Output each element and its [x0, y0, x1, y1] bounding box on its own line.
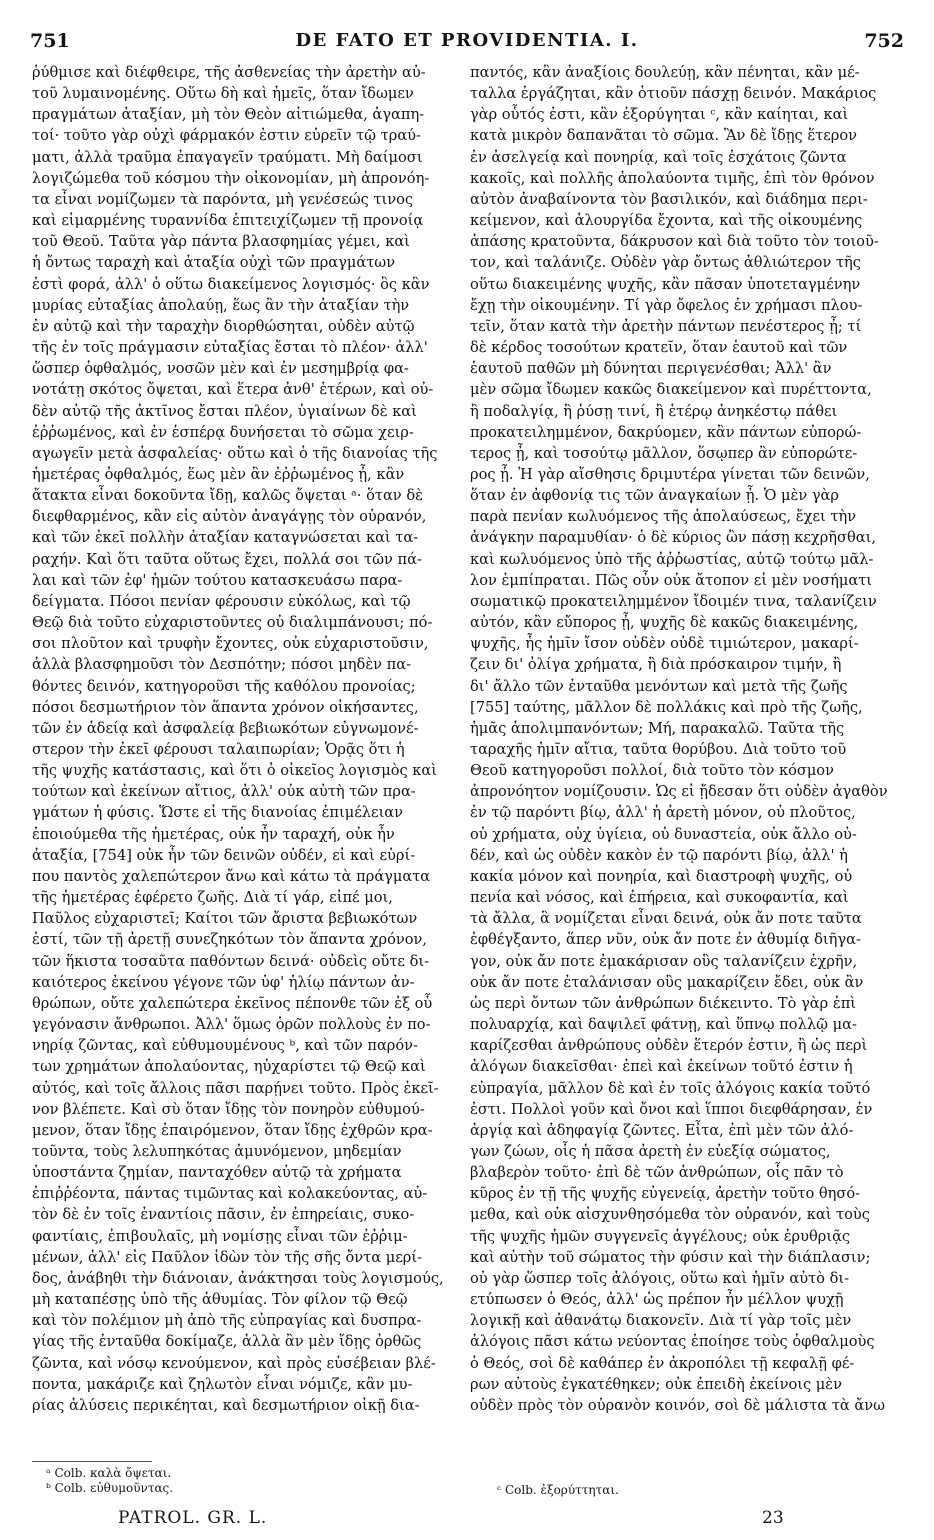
text-line: καρίζεσθαι ἀνθρώπους οὐδὲν ἕτερόν ἐστιν, ἢ ὡς περὶ	[470, 1037, 868, 1055]
text-line: ἀλόγοις πᾶσι κάτω νεύοντας ἐποίησε τοὺς ὀφθαλμοὺς	[470, 1333, 875, 1351]
text-line: ταλλα ἐργάζηται, κἂν ὁτιοῦν πάσχῃ δεινόν. Μακάριος	[470, 85, 877, 103]
text-line: καὶ τὸν πολέμιον μὴ ἀπὸ τῆς εὐπραγίας καὶ δυσπρα-	[32, 1312, 422, 1330]
text-line: ρίας ἁλύσεις περικέηται, καὶ δεσμωτήριον οἰκῇ δια-	[32, 1396, 420, 1414]
text-line: εὐπραγία, μᾶλλον δὲ καὶ ἐν τοῖς ἀλόγοις κακία τοῦτό	[470, 1079, 871, 1097]
text-line: γον, οὐκ ἄν ποτε ἐμακάρισαν οὓς ταλανίζειν ἐχρῆν,	[470, 952, 858, 970]
text-line: ἀνάγκην παραμυθίαν· ὁ δὲ κύριος ὢν πάσῃ κεχρῆσθαι,	[470, 529, 877, 547]
text-line: μὲν σῶμα ἴδωμεν κακῶς διακείμενον καὶ πυρέττοντα,	[470, 381, 872, 399]
text-line: τοῦ λυμαινομένης. Οὕτω δὴ καὶ ἡμεῖς, ὅταν ἴδωμεν	[32, 85, 414, 103]
text-line: τον, καὶ ταλάνιζε. Οὐδὲν γὰρ ὄντως ἀθλιώτερον τῆς	[470, 254, 861, 272]
text-line: ψυχῆς, ἧς ἡμῖν ἴσον οὐδὲν οὐδὲ τιμιώτερον, μακαρί-	[470, 635, 859, 653]
text-line: οὐκ ἄν ποτε ἐταλάνισαν οὓς μακαρίζειν ἔδει, οὐκ ἂν	[470, 973, 864, 991]
text-line: ἐῤῥωμένος, καὶ ἐν ἑσπέρᾳ δυνήσεται τὸ σῶμα χειρ-	[32, 423, 414, 441]
text-line: νοτάτῃ σκότος ὄψεται, καὶ ἕτερα ἀνθ' ἑτέρων, καὶ οὐ-	[32, 381, 434, 399]
text-line: καὶ τῶν ἐκεῖ πολλὴν ἀταξίαν καταγνώσεται καὶ τα-	[32, 529, 419, 547]
text-line: ὁ Θεός, σοὶ δὲ καθάπερ ἐν ἀκροπόλει τῇ κεφαλῇ φέ-	[470, 1354, 855, 1372]
text-line: τὸν δὲ ἐν τοῖς ἐναντίοις πᾶσιν, ἐν ἐπηρείαις, συκο-	[32, 1206, 415, 1224]
text-line: ὅταν ἐν ἀφθονίᾳ τις τῶν ἀναγκαίων ᾖ. Ὁ μὲν γὰρ	[470, 487, 839, 505]
text-line: αὐτός, καὶ τοῖς ἄλλοις πᾶσι παρῄνει τοῦτο. Πρὸς ἐκεῖ-	[32, 1079, 439, 1097]
page-number-left: 751	[30, 30, 70, 52]
text-line: τοῦ Θεοῦ. Ταῦτα γὰρ πάντα βλασφημίας γέμει, καὶ	[32, 233, 410, 251]
text-line: μενον, ὅταν ἴδῃς ἐπαιρόμενον, ὅταν ἴδῃς ἐχθρῶν κρα-	[32, 1121, 433, 1139]
text-line: τῆς ἐν τοῖς πράγμασιν εὐταξίας ἔσται τὸ πλέον· ἀλλ'	[32, 339, 428, 357]
signature-number: 23	[762, 1508, 784, 1528]
text-line: τερος ᾖ, καὶ τοσούτῳ μᾶλλον, ὅσῳπερ ἂν εὐπορώτε-	[470, 444, 858, 462]
text-line: αὐτόν, κἂν εὔπορος ᾖ, ψυχῆς δὲ κακῶς διακειμένης,	[470, 614, 859, 632]
text-line: κατὰ μικρὸν δαπανᾶται τὸ σῶμα. Ἂν δὲ ἴδῃς ἕτερον	[470, 127, 858, 145]
text-line: [755] ταύτης, μᾶλλον δὲ πολλάκις καὶ πρὸ τῆς ζωῆς,	[470, 698, 863, 716]
text-line: τῶν ἐν ἀδείᾳ καὶ ἀσφαλείᾳ βεβιωκότων εὐγνωμονέ-	[32, 719, 419, 737]
text-line: πολυαρχίᾳ, καὶ δαψιλεῖ φάτνῃ, καὶ ὕπνῳ πολλῷ μα-	[470, 1016, 857, 1034]
text-line: ἐστί, τῶν τῇ ἀρετῇ συνεζηκότων τὸν ἅπαντα χρόνον,	[32, 931, 428, 949]
text-line: κῦρος ἐν τῇ τῆς ψυχῆς εὐγενείᾳ, ἀρετὴν τοῦτο θησό-	[470, 1185, 861, 1203]
text-line: διεφθαρμένος, κἂν εἰς αὐτὸν ἀναγάγῃς τὸν οὐρανόν,	[32, 508, 427, 526]
text-line: μένων, ἀλλ' εἰς Παῦλον ἰδὼν τὸν τῆς σῆς ὄντα μερί-	[32, 1248, 423, 1266]
text-line: δος, ἀνάβηθι τὴν διάνοιαν, ἀνάκτησαι τοὺς λογισμούς,	[32, 1269, 444, 1287]
text-line: των χρημάτων ἀπολαύοντας, ηὐχαρίστει τῷ Θεῷ καὶ	[32, 1058, 426, 1076]
text-line: ὡς περὶ ὄντων τῶν ἀνθρώπων διέκειντο. Τὸ γὰρ ἐπὶ	[470, 994, 857, 1012]
text-line: κακοῖς, καὶ πολλῆς ἀπολαύοντα τιμῆς, ἐπὶ τὸν θρόνον	[470, 169, 875, 187]
text-line: κακία μόνον καὶ πονηρία, καὶ διαστροφὴ ψυχῆς, οὐ	[470, 867, 853, 885]
text-line: τεῖν, ὅταν κατὰ τὴν ἀρετὴν πάντων πενέστερος ᾖ; τί	[470, 317, 862, 335]
text-line: ὥσπερ ὀφθαλμός, νοσῶν μὲν καὶ ἐν μεσημβρίᾳ φα-	[32, 360, 409, 378]
text-line: πραγμάτων ἀταξίαν, μὴ τὸν Θεὸν αἰτιώμεθα, ἀγαπη-	[32, 106, 425, 124]
footnote: ᵇ Colb. εὐθυμοῦντας.	[46, 1481, 174, 1495]
footnote: ᵃ Colb. καλὰ ὄψεται.	[46, 1466, 172, 1480]
text-line: τῆς ψυχῆς κατάστασις, καὶ ὅτι ὁ οἰκεῖος λογισμὸς καὶ	[32, 762, 437, 780]
text-line: πόσοι δεσμωτήριον τὸν ἅπαντα χρόνον οἰκήσαντες,	[32, 698, 419, 716]
running-header	[0, 30, 934, 60]
text-line: τῶν ἥκιστα τοσαῦτα παθόντων δεινά· οὐδεὶς οὔτε δι-	[32, 952, 430, 970]
text-line: ὑποστάντα ζημίαν, πανταχόθεν αὐτῷ τὰ χρήματα	[32, 1164, 402, 1182]
text-line: τούτων καὶ ἐκείνων αἴτιος, ἀλλ' οὐκ αὐτὴ τῶν πρα-	[32, 783, 416, 801]
text-line: δὲν αὐτῷ τῆς ἀκτῖνος ἔσται πλέον, ὑγιαίνων δὲ καὶ	[32, 402, 417, 420]
text-line: ἔχῃ τὴν οἰκουμένην. Τί γὰρ ὄφελος ἐν χρήμασι πλου-	[470, 296, 863, 314]
text-line: ἐφθέγξαντο, ἅπερ νῦν, οὐκ ἄν ποτε ἐν ἀθυμίᾳ διῆγα-	[470, 931, 861, 949]
text-line: ἡμετέρας ὀφθαλμός, ἕως μὲν ἂν ἐῤῥωμένος ᾖ, κἂν	[32, 465, 405, 483]
right-text-column	[470, 62, 900, 1416]
text-line: ζῶντα, καὶ νόσῳ κενούμενον, καὶ πρὸς εὐσέβειαν βλέ-	[32, 1354, 436, 1372]
text-line: σοι πλοῦτον καὶ τρυφὴν ἔχοντες, οὐκ εὐχαριστοῦσιν,	[32, 635, 429, 653]
text-line: τῆς ἡμετέρας ἐφέρετο ζωῆς. Διὰ τί γάρ, εἰπέ μοι,	[32, 889, 393, 907]
text-line: νον βλέπετε. Καὶ σὺ ὅταν ἴδῃς τὸν πονηρὸν εὐθυμού-	[32, 1100, 425, 1118]
footnote: ᶜ Colb. ἐξορύττηται.	[497, 1483, 619, 1497]
text-line: οὐδὲν πρὸς τὸν οὐρανὸν κοινόν, σοὶ δὲ μάλιστα τὰ ἄνω	[470, 1396, 886, 1414]
text-line: ἐν τῷ παρόντι βίῳ, ἀλλ' ἡ ἀρετὴ μόνον, οὐ πλοῦτος,	[470, 804, 856, 822]
text-line: γων ζώων, οἷς ἡ πᾶσα ἀρετὴ ἐν εὐεξίᾳ σώματος,	[470, 1142, 831, 1160]
footnote-rule	[32, 1461, 152, 1462]
text-line: ετύπωσεν ὁ Θεός, ἀλλ' ὡς πρέπον ἦν μέλλον ψυχῇ	[470, 1291, 844, 1309]
text-line: Θεοῦ κατηγοροῦσι πολλοί, διὰ τοῦτο τὸν κόσμον	[470, 762, 834, 780]
text-line: ἢ ποδαλγίᾳ, ἢ ῥύσῃ τινί, ἢ ἑτέρῳ ἀνηκέστῳ πάθει	[470, 402, 838, 420]
text-line: ἀλλὰ βλασφημοῦσι τὸν Δεσπότην; πόσοι μηδὲν πα-	[32, 656, 412, 674]
text-line: ἡμᾶς ἀπολιμπανόντων; Μή, παρακαλῶ. Ταῦτα τῆς	[470, 719, 845, 737]
text-line: προκατειλημμένον, δακρύομεν, κἂν πάντων εὐπορώ-	[470, 423, 862, 441]
text-line: καὶ εἱμαρμένης τυραννίδα ἐπιτειχίζωμεν τῇ προνοίᾳ	[32, 212, 424, 230]
text-line: μυρίας εὐταξίας ἀπολαύῃ, ἕως ἂν τὴν ἀταξίαν τὴν	[32, 296, 410, 314]
text-line: ἐστι. Πολλοὶ γοῦν καὶ ὄνοι καὶ ἵπποι διεφθάρησαν, ἐν	[470, 1100, 873, 1118]
text-line: Παῦλος εὐχαριστεῖ; Καίτοι τῶν ἄριστα βεβιωκότων	[32, 910, 418, 928]
text-line: αὐτὸν ἀναβαίνοντα τὸν βασιλικόν, καὶ διάδημα περι-	[470, 190, 868, 208]
left-text-column	[32, 62, 462, 1416]
text-line: ῥύθμισε καὶ διέφθειρε, τῆς ἀσθενείας τὴν ἀρετὴν αὐ-	[32, 64, 426, 81]
page-number-right: 752	[864, 30, 904, 52]
text-line: κείμενον, καὶ ἁλουργίδα ἔχοντα, καὶ τῆς οἰκουμένης	[470, 212, 863, 230]
text-line: γεγόνασιν ἄνθρωποι. Ἀλλ' ὅμως ὁρῶν πολλοὺς ἐν πο-	[32, 1016, 431, 1034]
text-line: στερον τὴν ἐκεῖ φέρουσι ταλαιπωρίαν; Ὁρᾷς ὅτι ἡ	[32, 741, 405, 758]
text-line: τοί· τοῦτο γὰρ οὐχὶ φάρμακόν ἐστιν εὑρεῖν τῷ τραύ-	[32, 127, 421, 145]
text-line: λαι καὶ τῶν ἐφ' ἡμῶν τούτου κατασκευάσω παρα-	[32, 571, 403, 589]
text-line: γίας τῆς ἐνταῦθα δοκίμαζε, ἀλλὰ ἂν μὲν ἴδῃς ὀρθῶς	[32, 1333, 422, 1351]
text-line: ζειν δι' ὀλίγα χρήματα, ἢ διὰ πρόσκαιρον τιμήν, ἢ	[470, 656, 842, 674]
text-line: παρὰ πενίαν κωλυόμενος τῆς ἀπολαύσεως, ἔχει τὴν	[470, 508, 857, 526]
text-line: θρώπων, οὔτε χαλεπώτερα ἐκεῖνος πέπονθε τῶν ἐξ οὗ	[32, 994, 433, 1012]
text-line: θόντες δεινόν, κατηγοροῦσι τῆς καθόλου προνοίας;	[32, 677, 416, 695]
text-line: βλαβερὸν τοῦτο· ἐπὶ δὲ τῶν ἀνθρώπων, οἷς πᾶν τὸ	[470, 1164, 844, 1182]
text-line: λον ἐμπίπραται. Πῶς οὖν οὐκ ἄτοπον εἰ μὲν νοσήματι	[470, 571, 873, 589]
text-line: ποντα, μακάριζε καὶ ζηλωτὸν εἶναι νόμιζε, κἂν μυ-	[32, 1375, 413, 1393]
text-line: μὴ καταπέσῃς ὑπὸ τῆς ἀθυμίας. Τὸν φίλον τῷ Θεῷ	[32, 1291, 408, 1309]
text-line: ραχήν. Καὶ ὅτι ταῦτα οὕτως ἔχει, πολλά σοι τῶν πά-	[32, 550, 422, 568]
text-line: καὶ κωλυόμενος ὑπὸ τῆς ἀῤῥωστίας, αὐτῷ τούτῳ μᾶλ-	[470, 550, 874, 568]
footnotes-right	[497, 1483, 619, 1498]
text-line: λογικῇ καὶ ἀθανάτῳ διακονεῖν. Διὰ τί γὰρ τοῖς μὲν	[470, 1312, 852, 1330]
text-line: σωματικῷ προκατειλημμένον ἴδοιμέν τινα, ταλανίζειν	[470, 592, 877, 610]
text-line: ἐν ἀσελγείᾳ καὶ πονηρίᾳ, καὶ τοῖς ἐσχάτοις ζῶντα	[470, 148, 847, 166]
text-line: καιότερος ἐκείνου γέγονε τῶν ὑφ' ἡλίῳ πάντων ἀν-	[32, 973, 415, 991]
text-line: ρος ᾖ. Ἡ γὰρ αἴσθησις δριμυτέρα γίνεται τῶν δεινῶν,	[470, 465, 870, 483]
text-line: ἐν αὐτῷ καὶ τὴν ταραχὴν διορθώσηται, οὐδὲν αὐτῷ	[32, 317, 415, 335]
text-line: πενία καὶ νόσος, καὶ ἐπήρεια, καὶ συκοφαντία, καὶ	[470, 889, 849, 907]
text-line: οὐ γὰρ ὥσπερ τοῖς ἀλόγοις, οὕτω καὶ ἡμῖν αὐτὸ δι-	[470, 1269, 850, 1287]
text-line: καὶ αὐτὴν τοῦ σώματος τὴν φύσιν καὶ τὴν διάπλασιν;	[470, 1248, 871, 1266]
text-line: ἡ ὄντως ταραχὴ καὶ ἀταξία οὐχὶ τῶν πραγμάτων	[32, 254, 396, 272]
footnotes-left	[46, 1466, 173, 1496]
text-line: ἀλόγων διακεῖσθαι· ἐπεὶ καὶ ἐκείνων τοῦτό ἐστιν ἡ	[470, 1058, 853, 1076]
text-line: τα εἶναι νομίζωμεν τὰ παρόντα, μὴ γενέσεώς τινος	[32, 190, 414, 208]
text-line: αγωγεῖν μετὰ ἀσφαλείας· οὕτω καὶ ὁ τῆς διανοίας τῆς	[32, 444, 438, 462]
text-line: φαντίαις, ἐπιβουλαῖς, μὴ νομίσῃς εἶναι τῶν ἐῤῥιμ-	[32, 1227, 408, 1245]
text-line: τὰ ἄλλα, ἃ νομίζεται εἶναι δεινά, οὐκ ἄν ποτε ταῦτα	[470, 910, 862, 928]
text-line: ματι, ἀλλὰ τραῦμα ἐπαγαγεῖν τραύματι. Μὴ δαίμοσι	[32, 148, 423, 166]
text-line: τοῦντα, τοὺς λελυπηκότας ἀμυνόμενον, μηδεμίαν	[32, 1142, 402, 1160]
text-line: δείγματα. Πόσοι πενίαν φέρουσιν εὐκόλως, καὶ τῷ	[32, 592, 411, 610]
text-line: ἀταξία, [754] οὐκ ἦν τῶν δεινῶν οὐδέν, εἰ καὶ εὑρί-	[32, 846, 416, 864]
text-line: γὰρ οὗτός ἐστι, κἂν ἐξορύγηται ᶜ, κἂν καίηται, καὶ	[470, 106, 849, 124]
text-line: ρων αὐτοὺς ἐγκατέθηκεν; οὐκ ἐπειδὴ ἐκείνοις μὲν	[470, 1375, 842, 1393]
text-line: μεθα, καὶ οὐκ αἰσχυνθησόμεθα τὸν οὐρανόν, καὶ τοὺς	[470, 1206, 870, 1224]
text-line: ἐστὶ φορά, ἀλλ' ὁ οὕτω διακείμενος λογισμός· ὃς κἂν	[32, 275, 430, 293]
signature-mark: PATROL. GR. L.	[118, 1508, 268, 1528]
text-line: δι' ἄλλο τῶν ἐνταῦθα μενόντων καὶ μετὰ τῆς ζωῆς	[470, 677, 848, 695]
text-line: ἁπάσης κρατοῦντα, δάκρυσον καὶ διὰ τοῦτο τὸν τοιοῦ-	[470, 233, 879, 251]
text-line: νηρίᾳ ζῶντας, καὶ εὐθυμουμένους ᵇ, καὶ τῶν παρόν-	[32, 1037, 418, 1055]
text-line: ἀργίᾳ καὶ ἀδηφαγίᾳ ζῶντες. Εἶτα, ἐπὶ μὲν τῶν ἀλό-	[470, 1121, 854, 1139]
text-line: γμάτων ἡ φύσις. Ὥστε εἰ τῆς διανοίας ἐπιμέλειαν	[32, 804, 404, 822]
text-line: ἐπιῤῥέοντα, πάντας τιμῶντας καὶ κολακεύοντας, αὐ-	[32, 1185, 428, 1203]
text-line: παντός, κἂν ἀναξίοις δουλεύῃ, κἂν πένηται, κἂν μέ-	[470, 64, 860, 81]
text-line: ταραχῆς ἡμῖν αἴτια, ταῦτα θορύβου. Διὰ τοῦτο τοῦ	[470, 741, 847, 758]
text-line: ἀπρονόητον νομίζουσιν. Ὡς εἰ ᾔδεσαν ὅτι οὐδὲν ἀγαθὸν	[470, 783, 888, 801]
text-line: τῆς ψυχῆς ἡμῶν συγγενεῖς ἀγγέλους; οὐκ ἐρυθριᾷς	[470, 1227, 851, 1245]
text-line: ἑαυτοῦ παθῶν μὴ δύνηται περιγενέσθαι; Ἀλλ' ἂν	[470, 360, 832, 378]
text-line: Θεῷ διὰ τοῦτο εὐχαριστοῦντες οὐ διαλιμπάνουσι; πό-	[32, 614, 433, 632]
text-line: οὕτω διακειμένης ψυχῆς, κἂν πᾶσαν ὑποτεταγμένην	[470, 275, 861, 293]
text-line: οὐ χρήματα, οὐχ ὑγίεια, οὐ δυναστεία, οὐκ ἄλλο οὐ-	[470, 825, 857, 843]
running-title: DE FATO ET PROVIDENTIA. I.	[295, 30, 639, 51]
text-line: λογιζώμεθα τοῦ κόσμου τὴν οἰκονομίαν, μὴ ἀπρονόη-	[32, 169, 430, 187]
text-line: που παντὸς χαλεπώτερον ἄνω καὶ κάτω τὰ πράγματα	[32, 867, 431, 885]
text-line: ἄτακτα εἶναι δοκοῦντα ἴδῃ, καλῶς ὄψεται ᵃ· ὅταν δὲ	[32, 487, 423, 505]
text-line: δὲ κέρδος τοσούτων κρατεῖν, ὅταν ἑαυτοῦ καὶ τῶν	[470, 339, 848, 357]
text-line: ἐποιούμεθα τῆς ἡμετέρας, οὐκ ἦν ταραχή, οὐκ ἦν	[32, 825, 395, 843]
text-line: δέν, καὶ ὡς οὐδὲν κακὸν ἐν τῷ παρόντι βίῳ, ἀλλ' ἡ	[470, 846, 848, 864]
